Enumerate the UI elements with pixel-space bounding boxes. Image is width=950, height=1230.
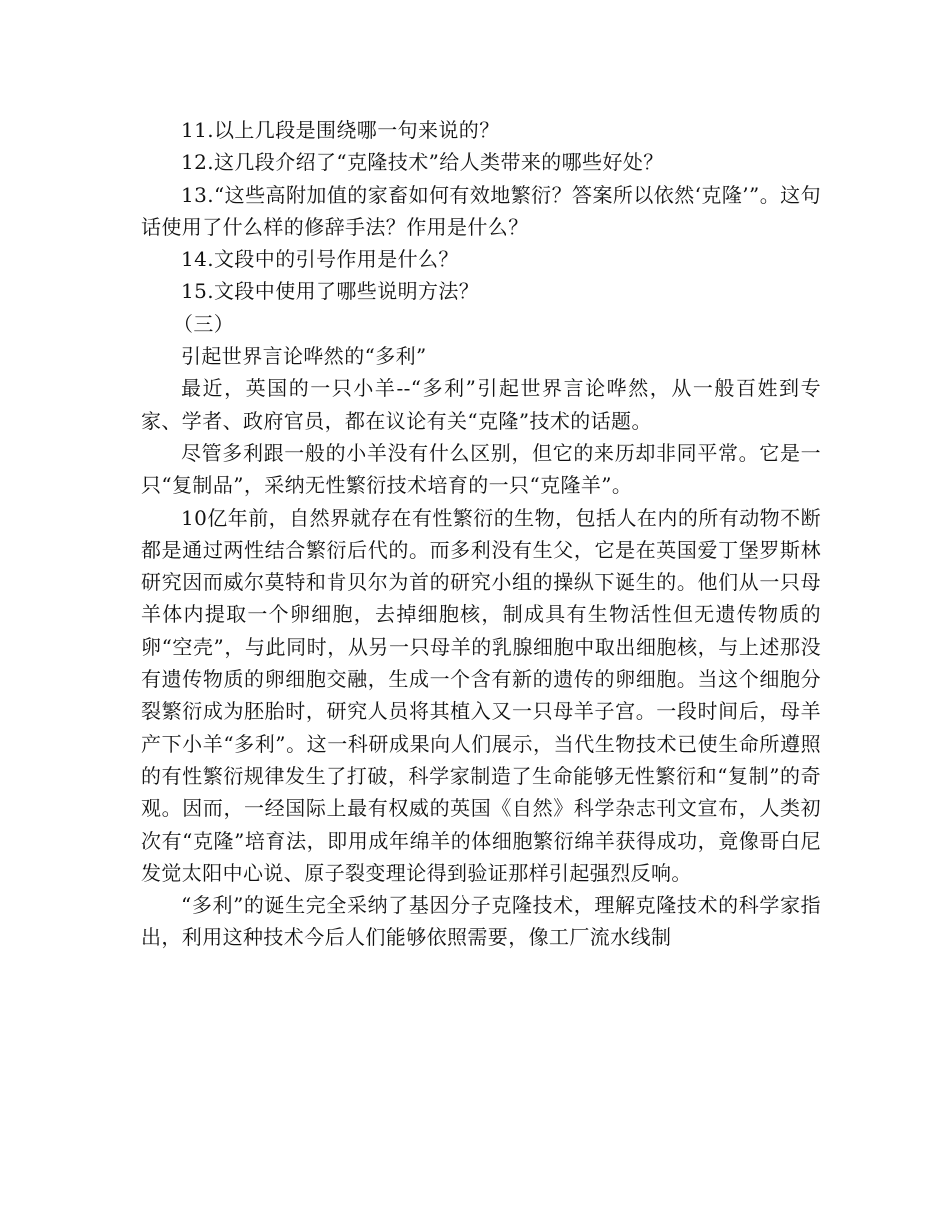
question-15: 15.文段中使用了哪些说明方法？ [181, 279, 480, 304]
paragraph-3: 10亿年前，自然界就存在有性繁衍的生物，包括人在内的所有动物不断都是通过两性结合繁衍后代的。而多利没有生父，它是在英国爱丁堡罗斯林研究因而威尔莫特和肯贝尔为首的研究小组的操纵下诞生的。他们从一只母羊体内提取一个卵细胞，去掉细胞核，制成具有生物活性但无遗传物质的卵“空壳”，与此同时，从另一只母羊的乳腺细胞中取出细胞核，与上述那没有遗传物质的卵细胞交融，生成一个含有新的遗传的卵细胞。当这个细胞分裂繁衍成为胚胎时，研究人员将其植入又一只母羊子宫。一段时间后，母羊产下小羊“多利”。这一科研成果向人们展示，当代生物技术已使生命所遵照的有性繁衍规律发生了打破，科学家制造了生命能够无性繁衍和“复制”的奇观。因而，一经国际上最有权威的英国《自然》科学杂志刊文宣布，人类初次有“克隆”培育法，即用成年绵羊的体细胞繁衍绵羊获得成功，竟像哥白尼发觉太阳中心说、原子裂变理论得到验证那样引起强烈反响。 [141, 505, 821, 885]
document-page [141, 114, 821, 954]
question-14: 14.文段中的引号作用是什么？ [181, 247, 459, 272]
paragraph-4: “多利”的诞生完全采纳了基因分子克隆技术，理解克隆技术的科学家指出，利用这种技术今后人们能够依照需要，像工厂流水线制 [141, 893, 821, 950]
paragraph-1: 最近，英国的一只小羊--“多利”引起世界言论哗然，从一般百姓到专家、学者、政府官员，都在议论有关“克隆”技术的话题。 [141, 376, 821, 433]
article-title: 引起世界言论哗然的“多利” [181, 344, 427, 369]
question-13: 13.“这些高附加值的家畜如何有效地繁衍？答案所以依然‘克隆’”。这句话使用了什么样的修辞手法？作用是什么？ [141, 182, 821, 239]
section-label: （三） [173, 311, 235, 336]
question-11: 11.以上几段是围绕哪一句来说的？ [181, 118, 500, 142]
question-12: 12.这几段介绍了“克隆技术”给人类带来的哪些好处？ [181, 150, 664, 175]
paragraph-2: 尽管多利跟一般的小羊没有什么区别，但它的来历却非同平常。它是一只“复制品”，采纳无性繁衍技术培育的一只“克隆羊”。 [141, 440, 821, 498]
